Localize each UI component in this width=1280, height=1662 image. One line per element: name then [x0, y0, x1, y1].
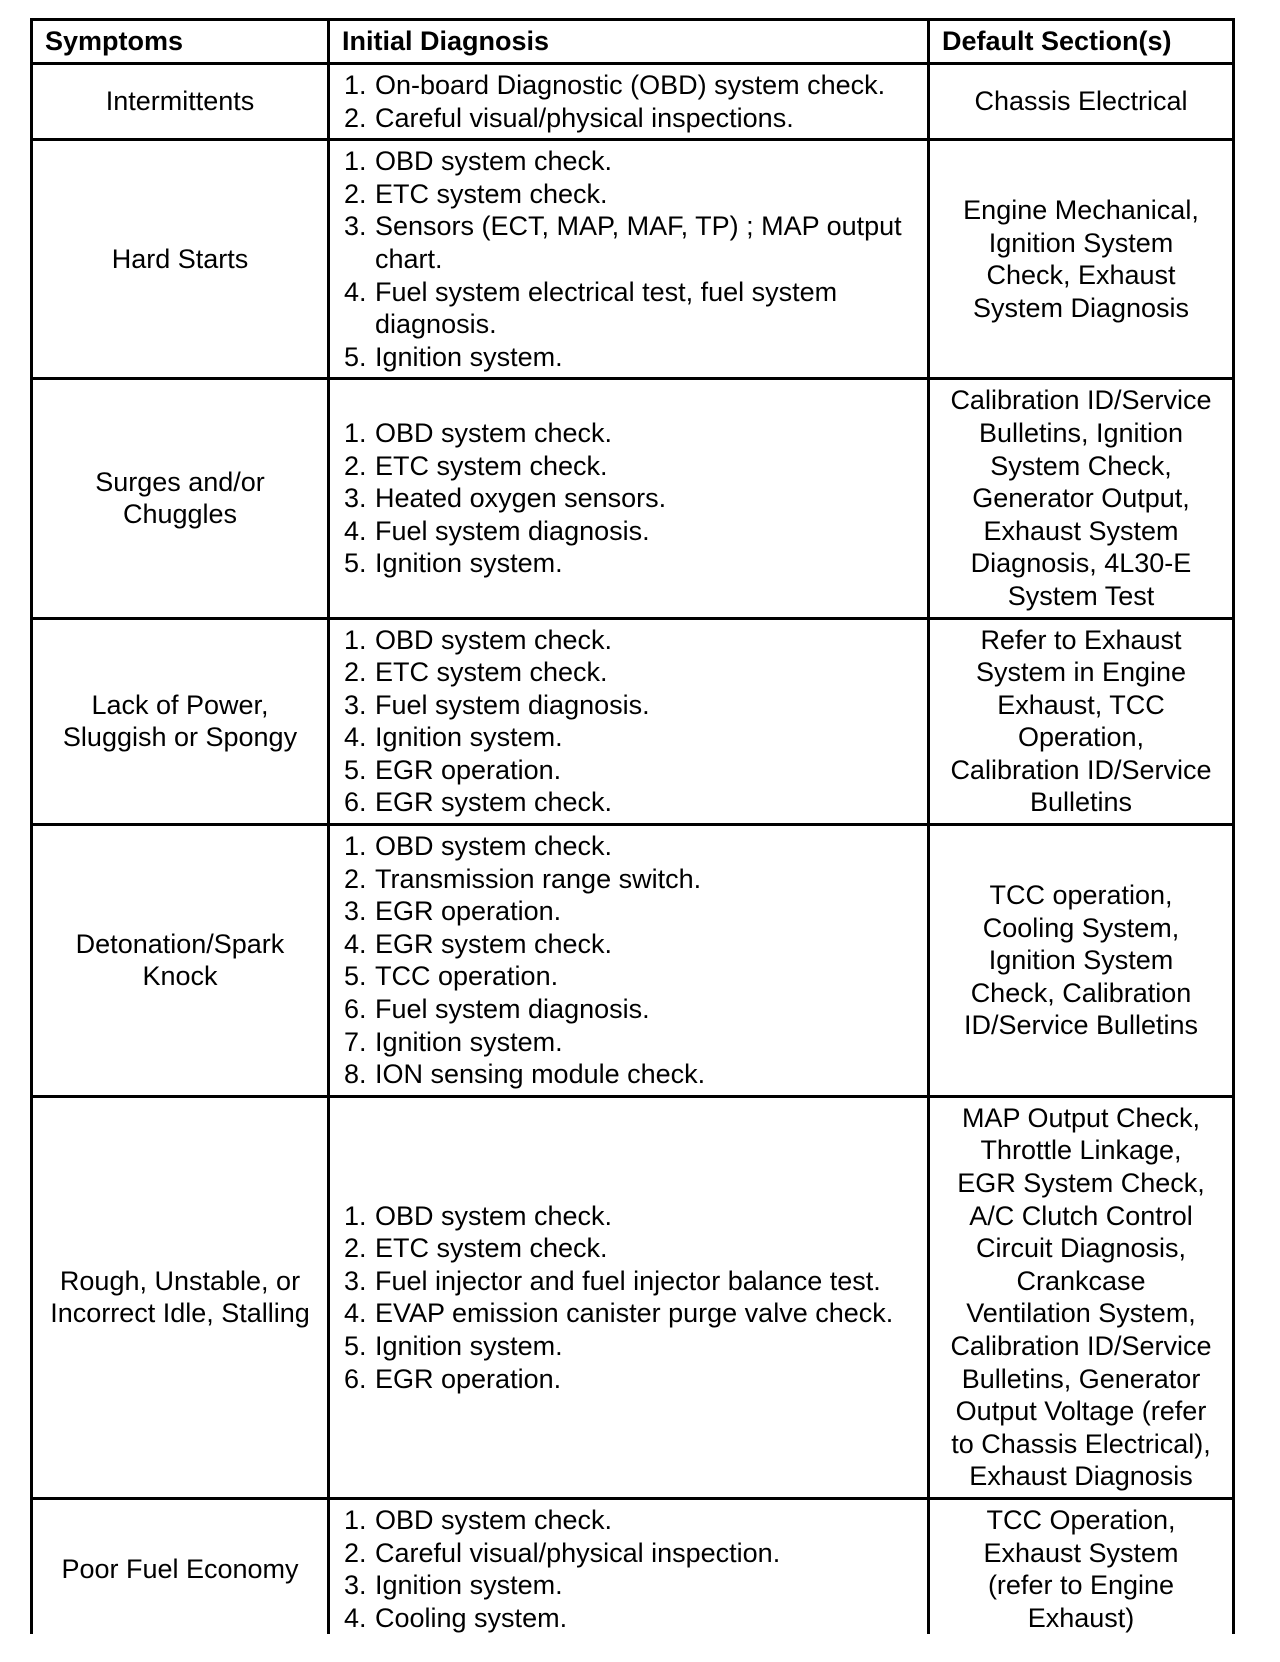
step-number: 3. — [344, 483, 367, 514]
section-text: Calibration ID/Service — [950, 754, 1212, 785]
step-number: 2. — [344, 102, 367, 133]
diagnosis-cell — [329, 140, 929, 379]
section-text: Chassis Electrical — [974, 86, 1188, 117]
step-number: 1. — [344, 146, 367, 177]
section-text: Calibration ID/Service — [950, 1330, 1212, 1361]
step-text: ION sensing module check. — [375, 1059, 706, 1090]
step-text: OBD system check. — [375, 146, 613, 177]
symptom-text: Incorrect Idle, Stalling — [50, 1298, 310, 1329]
section-text: Refer to Exhaust — [980, 624, 1182, 655]
step-text: ETC system check. — [375, 657, 608, 688]
default-sections-cell — [929, 1498, 1234, 1634]
diagnosis-step — [344, 1504, 921, 1537]
diagnosis-list — [344, 69, 921, 134]
diagnosis-step — [344, 1265, 921, 1298]
diagnosis-step — [344, 863, 921, 896]
symptom-text: Chuggles — [122, 499, 238, 530]
symptom-cell — [32, 64, 329, 140]
step-text: ETC system check. — [375, 178, 608, 209]
diagnosis-step — [344, 993, 921, 1026]
section-text: (refer to Engine — [987, 1570, 1175, 1601]
step-text: EVAP emission canister purge valve check. — [375, 1298, 894, 1329]
step-number: 4. — [344, 276, 367, 307]
step-text: On-board Diagnostic (OBD) system check. — [375, 70, 886, 100]
diagnosis-step — [344, 1026, 921, 1059]
symptom-diagnosis-table — [30, 18, 1235, 1634]
diagnosis-step — [344, 515, 921, 548]
section-text: System in Engine — [975, 657, 1187, 688]
step-number: 1. — [344, 70, 367, 100]
step-number: 4. — [344, 1602, 367, 1633]
section-text: Check, Calibration — [970, 977, 1192, 1008]
diagnosis-cell — [329, 64, 929, 140]
section-text: Crankcase — [1016, 1265, 1146, 1296]
step-text: OBD system check. — [375, 831, 613, 862]
step-text: Ignition system. — [375, 548, 563, 579]
section-text: Bulletins, Generator — [961, 1363, 1201, 1394]
section-text: Exhaust System — [983, 1537, 1179, 1568]
section-text: TCC operation, — [989, 879, 1173, 910]
section-text: MAP Output Check, — [961, 1102, 1201, 1133]
step-text: EGR system check. — [375, 787, 613, 818]
diagnosis-step — [344, 210, 921, 275]
diagnosis-list — [344, 417, 921, 580]
diagnosis-step — [344, 754, 921, 787]
section-text: Generator Output, — [972, 483, 1190, 514]
diagnosis-list — [344, 1504, 921, 1634]
symptom-cell — [32, 1096, 329, 1498]
section-text: EGR System Check, — [957, 1168, 1205, 1198]
diagnosis-step — [344, 830, 921, 863]
step-text: Careful visual/physical inspections. — [375, 102, 794, 133]
section-text: Engine Mechanical, — [963, 195, 1199, 226]
table-row — [32, 1096, 1234, 1498]
diagnosis-step — [344, 547, 921, 580]
step-text: Fuel injector and fuel injector balance test. — [375, 1265, 881, 1296]
diagnosis-step — [344, 656, 921, 689]
diagnosis-step — [344, 1602, 921, 1635]
step-text: Fuel system diagnosis. — [375, 994, 650, 1025]
diagnosis-step — [344, 928, 921, 961]
symptom-text: Surges and/or — [95, 466, 265, 497]
step-text: Cooling system. — [375, 1602, 568, 1633]
symptom-cell — [32, 1498, 329, 1634]
symptom-cell — [32, 618, 329, 825]
step-text: EGR system check. — [375, 928, 613, 959]
step-text: Ignition system. — [375, 1570, 563, 1601]
step-number: 5. — [344, 961, 367, 992]
diagnosis-step — [344, 786, 921, 819]
step-number: 3. — [344, 211, 367, 242]
step-text: Fuel system diagnosis. — [375, 689, 650, 720]
table-row — [32, 64, 1234, 140]
default-sections-cell — [929, 379, 1234, 618]
header-row — [32, 20, 1234, 64]
step-number: 3. — [344, 689, 367, 720]
step-text: Ignition system. — [375, 1330, 563, 1361]
section-text: Calibration ID/Service — [950, 385, 1212, 416]
table-header — [32, 20, 1234, 64]
section-text: Exhaust, TCC — [997, 689, 1165, 720]
diagnosis-cell — [329, 1498, 929, 1634]
diagnosis-list — [344, 145, 921, 373]
step-text: TCC operation. — [375, 961, 559, 992]
symptom-cell — [32, 140, 329, 379]
table-row — [32, 618, 1234, 825]
symptom-text: Poor Fuel Economy — [61, 1553, 299, 1584]
step-number: 1. — [344, 624, 367, 655]
step-number: 6. — [344, 1363, 367, 1394]
default-sections-cell — [929, 140, 1234, 379]
section-text: Bulletins — [1029, 787, 1133, 818]
step-number: 5. — [344, 754, 367, 785]
step-text: EGR operation. — [375, 896, 562, 927]
section-text: Operation, — [1017, 722, 1145, 753]
step-text: OBD system check. — [375, 417, 613, 448]
symptom-text: Rough, Unstable, or — [59, 1265, 301, 1296]
step-number: 2. — [344, 863, 367, 894]
diagnosis-step — [344, 1200, 921, 1233]
step-number: 1. — [344, 1504, 367, 1535]
step-number: 3. — [344, 896, 367, 927]
step-number: 2. — [344, 178, 367, 209]
section-text: Exhaust) — [1027, 1602, 1135, 1633]
diagnosis-step — [344, 1537, 921, 1570]
header-default-sections: Default Section(s) — [929, 20, 1234, 64]
diagnosis-step — [344, 178, 921, 211]
section-text: Exhaust Diagnosis — [969, 1461, 1193, 1492]
section-text: Ventilation System, — [966, 1298, 1196, 1329]
section-text: Cooling System, — [982, 912, 1180, 943]
section-text: Output Voltage (refer — [955, 1396, 1207, 1427]
symptom-text: Detonation/Spark — [75, 928, 285, 959]
diagnosis-step — [344, 482, 921, 515]
default-sections-cell — [929, 1096, 1234, 1498]
diagnosis-step — [344, 1232, 921, 1265]
diagnosis-list — [344, 1200, 921, 1396]
table-row — [32, 140, 1234, 379]
step-text: Ignition system. — [375, 722, 563, 753]
step-number: 8. — [344, 1059, 367, 1090]
diagnosis-step — [344, 417, 921, 450]
step-number: 4. — [344, 928, 367, 959]
section-text: to Chassis Electrical), — [951, 1428, 1211, 1459]
step-number: 5. — [344, 548, 367, 579]
step-number: 2. — [344, 1233, 367, 1264]
symptom-cell — [32, 379, 329, 618]
diagnosis-step — [344, 1569, 921, 1602]
diagnosis-step — [344, 1330, 921, 1363]
default-sections-cell — [929, 618, 1234, 825]
diagnosis-cell — [329, 618, 929, 825]
section-text: Circuit Diagnosis, — [975, 1233, 1187, 1264]
step-number: 6. — [344, 787, 367, 818]
step-number: 1. — [344, 831, 367, 862]
step-text: Fuel system electrical test, fuel system diagnosis. — [375, 276, 838, 340]
section-text: Check, Exhaust — [986, 260, 1176, 291]
diagnosis-cell — [329, 379, 929, 618]
table-row — [32, 1498, 1234, 1634]
step-number: 3. — [344, 1265, 367, 1296]
diagnosis-step — [344, 341, 921, 374]
step-text: EGR operation. — [375, 754, 562, 785]
section-text: System Test — [1007, 580, 1155, 611]
diagnosis-step — [344, 689, 921, 722]
step-text: ETC system check. — [375, 1233, 608, 1264]
default-sections-cell — [929, 825, 1234, 1097]
diagnosis-cell — [329, 825, 929, 1097]
diagnosis-step — [344, 1297, 921, 1330]
step-text: Ignition system. — [375, 1026, 563, 1057]
diagnosis-step — [344, 1058, 921, 1091]
step-number: 2. — [344, 1537, 367, 1568]
diagnosis-list — [344, 830, 921, 1091]
step-text: OBD system check. — [375, 1200, 613, 1231]
step-number: 7. — [344, 1026, 367, 1057]
step-number: 5. — [344, 1330, 367, 1361]
section-text: TCC Operation, — [986, 1504, 1176, 1535]
symptom-text: Sluggish or Spongy — [62, 722, 298, 753]
diagnosis-step — [344, 69, 921, 102]
symptom-text: Lack of Power, — [91, 689, 269, 720]
diagnosis-step — [344, 960, 921, 993]
section-text: System Diagnosis — [972, 292, 1190, 323]
symptom-cell — [32, 825, 329, 1097]
section-text: Bulletins, Ignition — [978, 417, 1184, 448]
section-text: A/C Clutch Control — [969, 1200, 1193, 1231]
step-number: 3. — [344, 1570, 367, 1601]
diagnosis-cell — [329, 1096, 929, 1498]
step-text: EGR operation. — [375, 1363, 562, 1394]
section-text: ID/Service Bulletins — [963, 1010, 1199, 1041]
step-number: 4. — [344, 722, 367, 753]
diagnosis-step — [344, 450, 921, 483]
step-number: 4. — [344, 515, 367, 546]
symptom-text: Knock — [142, 961, 218, 992]
section-text: Diagnosis, 4L30-E — [970, 548, 1192, 579]
step-number: 4. — [344, 1298, 367, 1329]
step-text: ETC system check. — [375, 450, 608, 481]
diagnosis-step — [344, 895, 921, 928]
diagnosis-list — [344, 624, 921, 820]
step-text: Transmission range switch. — [375, 863, 702, 894]
table-row — [32, 825, 1234, 1097]
header-initial-diagnosis: Initial Diagnosis — [329, 20, 929, 64]
step-text: Ignition system. — [375, 341, 563, 372]
header-symptoms: Symptoms — [32, 20, 329, 64]
step-text: Sensors (ECT, MAP, MAF, TP) ; MAP output chart. — [375, 211, 902, 274]
diagnosis-step — [344, 276, 921, 341]
section-text: Ignition System — [988, 945, 1174, 976]
symptom-text: Hard Starts — [111, 243, 249, 274]
section-text: Ignition System — [988, 227, 1174, 258]
default-sections-cell — [929, 64, 1234, 140]
section-text: System Check, — [990, 450, 1172, 481]
step-number: 1. — [344, 417, 367, 448]
step-number: 1. — [344, 1200, 367, 1231]
table-body — [32, 64, 1234, 1635]
step-text: OBD system check. — [375, 1504, 613, 1535]
step-text: Careful visual/physical inspection. — [375, 1537, 781, 1568]
step-number: 6. — [344, 994, 367, 1025]
diagnosis-step — [344, 624, 921, 657]
step-number: 5. — [344, 341, 367, 372]
diagnosis-step — [344, 721, 921, 754]
table-row — [32, 379, 1234, 618]
step-text: Heated oxygen sensors. — [375, 483, 667, 514]
section-text: Throttle Linkage, — [980, 1135, 1182, 1166]
step-text: OBD system check. — [375, 624, 613, 655]
step-number: 2. — [344, 657, 367, 688]
diagnosis-step — [344, 1363, 921, 1396]
step-text: Fuel system diagnosis. — [375, 515, 650, 546]
diagnosis-step — [344, 145, 921, 178]
step-number: 2. — [344, 450, 367, 481]
section-text: Exhaust System — [983, 515, 1179, 546]
diagnosis-step — [344, 102, 921, 135]
symptom-text: Intermittents — [105, 86, 255, 117]
